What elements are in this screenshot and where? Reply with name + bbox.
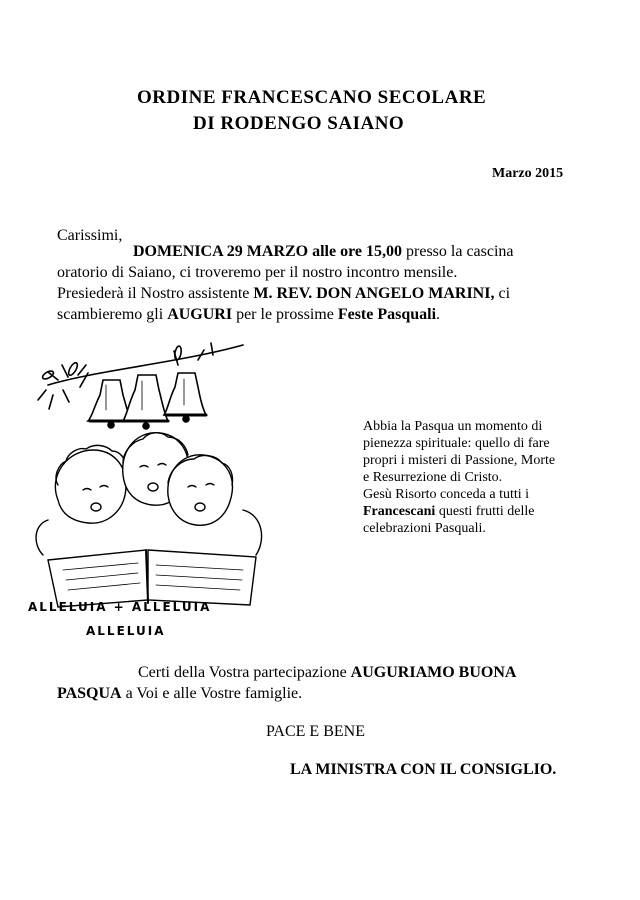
side-note-line-3: propri i misteri di Passione, Morte (363, 453, 556, 468)
side-note-line-1: Abbia la Pasqua un momento di (363, 419, 543, 434)
body-line-4-mid: per le prossime (232, 306, 338, 323)
side-note-line-5: Gesù Risorto conceda a tutti i (363, 487, 530, 502)
body-line-4 (57, 304, 440, 325)
alleluia-caption-2: ALLELUIA (86, 624, 166, 638)
wishes-line-2-text: a Voi e alle Vostre famiglie. (121, 685, 303, 702)
body-line-3-text: Presiederà il Nostro assistente (57, 285, 254, 302)
wishes-line-1-text: Certi della Vostra partecipazione (138, 664, 351, 681)
body-line-4-text: scambieremo gli (57, 306, 168, 323)
cherubs-drawing (36, 433, 262, 607)
pasqua-word: PASQUA (57, 685, 122, 702)
francescani-word: Francescani (363, 504, 436, 519)
side-note-line-4: e Resurrezione di Cristo. (363, 470, 503, 485)
body-line-2: oratorio di Saiano, ci troveremo per il nostro incontro mensile. (57, 264, 458, 281)
wishes-line-1 (138, 662, 516, 683)
assistant-name: M. REV. DON ANGELO MARINI, (253, 285, 495, 302)
auguriamo-buona: AUGURIAMO BUONA (350, 664, 517, 681)
alleluia-caption-1: ALLELUIA + ALLELUIA (28, 600, 212, 614)
bells-branch-drawing (38, 343, 243, 429)
closing-greeting: PACE E BENE (266, 723, 365, 740)
greeting: Carissimi, (57, 227, 123, 244)
body-line-1-text: presso la cascina (402, 243, 514, 260)
body-line-1 (133, 241, 514, 262)
header-line-2: DI RODENGO SAIANO (193, 113, 405, 134)
body-line-3-tail: ci (494, 285, 511, 302)
side-note (363, 418, 555, 537)
wishes-line-2 (57, 683, 302, 704)
side-note-line-6-text: questi frutti delle (435, 504, 535, 519)
body-line-4-end: . (436, 306, 441, 323)
header-line-1: ORDINE FRANCESCANO SECOLARE (137, 87, 487, 108)
side-note-line-6 (363, 503, 555, 520)
feste-pasquali: Feste Pasquali (337, 306, 437, 323)
document-date: Marzo 2015 (492, 166, 564, 181)
event-date: DOMENICA 29 MARZO alle ore 15,00 (133, 243, 403, 260)
body-line-3 (57, 283, 510, 304)
side-note-line-2: pienezza spirituale: quello di fare (363, 436, 550, 451)
signature: LA MINISTRA CON IL CONSIGLIO. (290, 761, 557, 778)
auguri-word: AUGURI (167, 306, 233, 323)
easter-illustration (28, 335, 278, 650)
side-note-line-7: celebrazioni Pasquali. (363, 521, 486, 536)
